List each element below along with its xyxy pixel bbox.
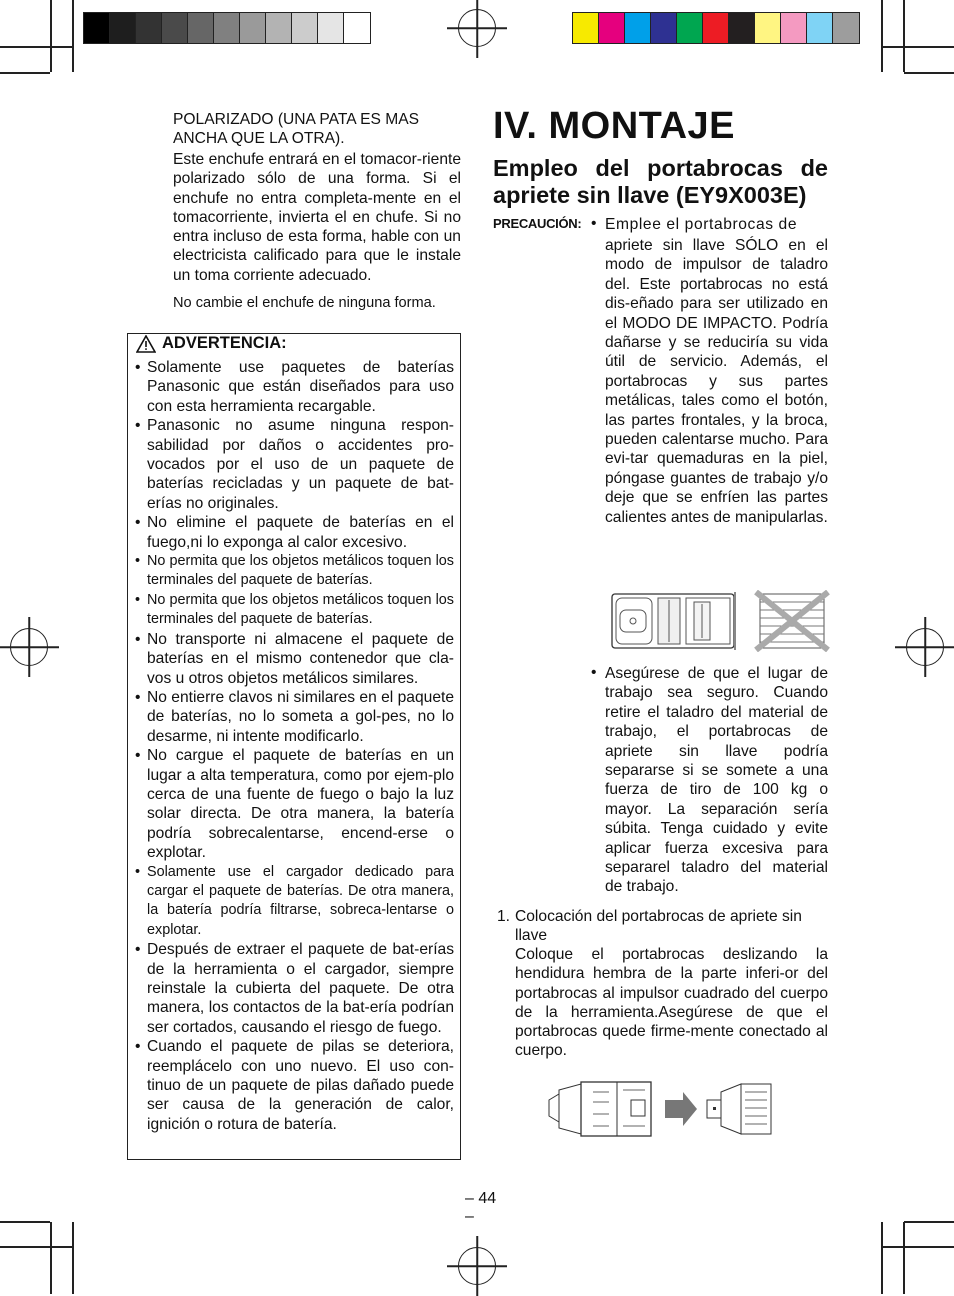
step-body: Coloque el portabrocas deslizando la hendidura hembra de la parte inferi-or del portabrocas al impulsor cuadrado del cuerpo de la herramienta.Asegúrese de que el portabrocas quede firme-mente conectado al cuerpo.: [515, 946, 828, 1060]
color-swatch: [807, 13, 833, 43]
warning-item: • No transporte ni almacene el paquete de baterías en el mismo contenedor que cla-vos u otros objetos metálicos similares.: [135, 630, 454, 688]
gray-calibration-bar: [83, 12, 371, 44]
warning-item: • No entierre clavos ni similares en el paquete de baterías, no lo someta a gol-pes, no lo desarme, ni intente modificarlo.: [135, 688, 454, 746]
polarized-body: Este enchufe entrará en el tomacor-riente polarizado sólo de una forma. Si el enchufe no entra completa-mente en el tomacorriente, invierta el en chufe. Si no entra incluso de esta forma, hable con un electricista calificado para que le instale un toma corriente adecuado.: [173, 151, 461, 284]
warning-item: • Solamente use paquetes de baterías Panasonic que están diseñados para uso con esta herramienta recargable.: [135, 358, 454, 416]
color-swatch: [266, 13, 292, 43]
color-swatch: [729, 13, 755, 43]
registration-mark-bottom: [458, 1247, 496, 1285]
step-number: 1.: [497, 908, 511, 925]
warning-item: • Panasonic no asume ninguna respon-sabilidad por daños o accidentes pro-vocados por el uso de un paquete de baterías recicladas y un paquete de bat-erías no originales.: [135, 416, 454, 513]
color-calibration-bar: [572, 12, 860, 44]
step-title: Colocación del portabrocas de apriete sin llave: [515, 908, 802, 945]
registration-mark-left: [10, 628, 48, 666]
color-swatch: [344, 13, 370, 43]
warning-title: ADVERTENCIA:: [136, 334, 287, 353]
caution-label: PRECAUCIÓN:: [493, 216, 582, 231]
color-swatch: [599, 13, 625, 43]
color-swatch: [625, 13, 651, 43]
color-swatch: [318, 13, 344, 43]
warning-box: [127, 333, 461, 1160]
warning-item: • No permita que los objetos metálicos toquen los terminales del paquete de baterías.: [135, 552, 454, 591]
registration-mark-top: [458, 9, 496, 47]
color-swatch: [84, 13, 110, 43]
color-swatch: [651, 13, 677, 43]
color-swatch: [240, 13, 266, 43]
color-swatch: [677, 13, 703, 43]
bullet-safe-work: •: [591, 664, 597, 681]
section-subtitle: Empleo del portabrocas de apriete sin llave (EY9X003E): [493, 155, 828, 208]
color-swatch: [755, 13, 781, 43]
warning-item: • No elimine el paquete de baterías en el fuego,ni lo exponga al calor excesivo.: [135, 513, 454, 552]
color-swatch: [833, 13, 859, 43]
warning-item: • No cargue el paquete de baterías en un lugar a alta temperatura, como por ejem-plo cerca de una fuente de fuego o bajo la luz solar directa. De otra manera, la batería podría sobrecalentarse, encend-erse o explotar.: [135, 746, 454, 862]
caution-bullet: •: [591, 215, 597, 232]
registration-mark-right: [906, 628, 944, 666]
warning-triangle-icon: [136, 335, 156, 353]
warning-list: [135, 358, 454, 1134]
chuck-attach-illustration: [545, 1080, 777, 1138]
color-swatch: [573, 13, 599, 43]
chuck-mode-illustration: [610, 590, 832, 652]
color-swatch: [703, 13, 729, 43]
section-title: IV. MONTAJE: [493, 105, 735, 147]
page-number: – 44 –: [465, 1190, 497, 1225]
warning-item: • Cuando el paquete de pilas se deteriora, reemplácelo con uno nuevo. El uso con-tinuo de un paquete de pilas dañado puede ser causa de la generación de calor, ignición o rotura de batería.: [135, 1037, 454, 1134]
color-swatch: [162, 13, 188, 43]
warning-item: • Después de extraer el paquete de bat-erías de la herramienta o el cargador, siempre reinstale la cubierta del paquete. De otra manera, los contactos de la bat-ería podrían ser cortados, causando el riesgo de fuego.: [135, 940, 454, 1037]
color-swatch: [188, 13, 214, 43]
color-swatch: [292, 13, 318, 43]
warning-item: • Solamente use el cargador dedicado para cargar el paquete de baterías. De otra manera, la batería podría filtrarse, sobreca-lentarse o explotar.: [135, 863, 454, 941]
polarized-note: No cambie el enchufe de ninguna forma.: [173, 295, 436, 311]
safe-work-text: Asegúrese de que el lugar de trabajo sea seguro. Cuando retire el taladro del material de trabajo, el portabrocas de apriete sin llave podría separarse si se somete a una fuerza de tiro de 100 kg o mayor. La separación sería súbita. Tenga cuidado y evite aplicar fuerza excesiva para separarel taladro del material de trabajo.: [605, 665, 828, 896]
color-swatch: [781, 13, 807, 43]
color-swatch: [110, 13, 136, 43]
caution-first-line: Emplee el portabrocas de: [605, 216, 798, 233]
caution-body: apriete sin llave SÓLO en el modo de impulsor de taladro del. Este portabrocas no está dis-eñado para ser utilizado en el MODO DE IMPACTO. Podría dañarse y se reduciría su vida útil de servicio. Además, el portabrocas y sus partes metálicas, tales como el botón, las partes frontales, y la broca, pueden calentarse mucho. Para evi-tar quemaduras en la piel, póngase guantes de trabajo y/o deje que se enfríen las partes calientes antes de manipularlas.: [605, 237, 828, 526]
polarized-intro: POLARIZADO (UNA PATA ES MAS ANCHA QUE LA OTRA).: [173, 111, 420, 148]
warning-item: • No permita que los objetos metálicos toquen los terminales del paquete de baterías.: [135, 591, 454, 630]
color-swatch: [214, 13, 240, 43]
color-swatch: [136, 13, 162, 43]
